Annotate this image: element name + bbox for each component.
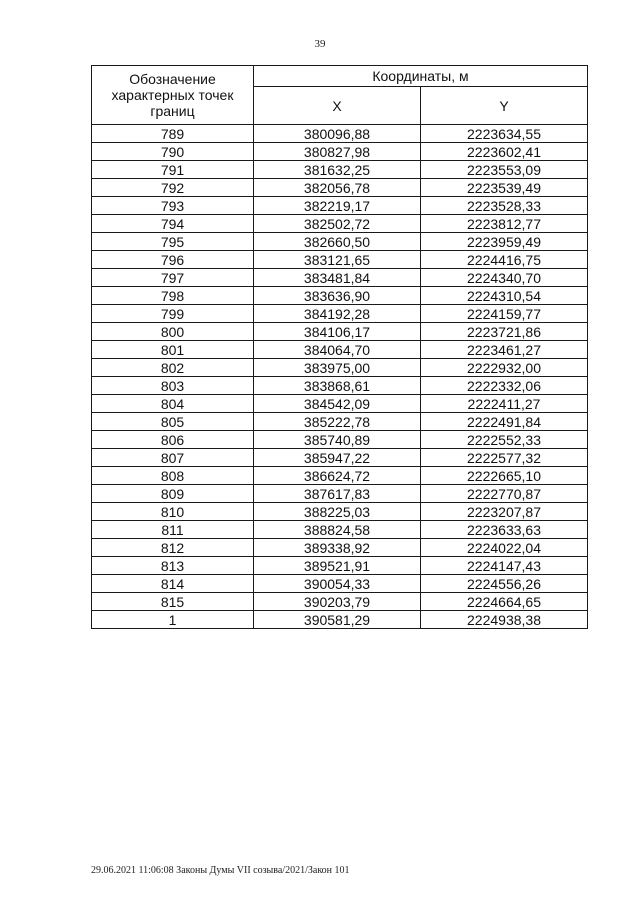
point-number-cell: 795: [92, 233, 254, 251]
point-number-cell: 790: [92, 143, 254, 161]
point-number-cell: 800: [92, 323, 254, 341]
table-row: [92, 197, 588, 215]
x-coordinate-cell: 380096,88: [254, 125, 421, 143]
table-row: [92, 287, 588, 305]
x-header: X: [254, 87, 421, 125]
point-number-cell: 802: [92, 359, 254, 377]
point-number-cell: 798: [92, 287, 254, 305]
y-coordinate-cell: 2223812,77: [421, 215, 588, 233]
table-row: [92, 575, 588, 593]
table-row: [92, 161, 588, 179]
y-header: Y: [421, 87, 588, 125]
y-coordinate-cell: 2224556,26: [421, 575, 588, 593]
x-coordinate-cell: 384192,28: [254, 305, 421, 323]
x-coordinate-cell: 381632,25: [254, 161, 421, 179]
y-coordinate-cell: 2223721,86: [421, 323, 588, 341]
table-row: [92, 143, 588, 161]
y-coordinate-cell: 2222932,00: [421, 359, 588, 377]
x-coordinate-cell: 385740,89: [254, 431, 421, 449]
y-coordinate-cell: 2223207,87: [421, 503, 588, 521]
point-number-cell: 801: [92, 341, 254, 359]
y-coordinate-cell: 2222665,10: [421, 467, 588, 485]
y-coordinate-cell: 2223539,49: [421, 179, 588, 197]
point-number-cell: 812: [92, 539, 254, 557]
table-row: [92, 377, 588, 395]
y-coordinate-cell: 2224159,77: [421, 305, 588, 323]
y-coordinate-cell: 2224147,43: [421, 557, 588, 575]
table-row: [92, 341, 588, 359]
x-coordinate-cell: 382660,50: [254, 233, 421, 251]
x-coordinate-cell: 383636,90: [254, 287, 421, 305]
point-number-cell: 806: [92, 431, 254, 449]
x-coordinate-cell: 385222,78: [254, 413, 421, 431]
y-coordinate-cell: 2224022,04: [421, 539, 588, 557]
table-row: [92, 485, 588, 503]
x-coordinate-cell: 382502,72: [254, 215, 421, 233]
y-coordinate-cell: 2224938,38: [421, 611, 588, 629]
y-coordinate-cell: 2222552,33: [421, 431, 588, 449]
y-coordinate-cell: 2224664,65: [421, 593, 588, 611]
table-row: [92, 449, 588, 467]
point-number-cell: 807: [92, 449, 254, 467]
point-number-cell: 815: [92, 593, 254, 611]
table-row: [92, 593, 588, 611]
x-coordinate-cell: 387617,83: [254, 485, 421, 503]
x-coordinate-cell: 388225,03: [254, 503, 421, 521]
x-coordinate-cell: 384106,17: [254, 323, 421, 341]
y-coordinate-cell: 2223553,09: [421, 161, 588, 179]
coordinates-table: [91, 65, 588, 629]
x-coordinate-cell: 383868,61: [254, 377, 421, 395]
point-number-cell: 813: [92, 557, 254, 575]
point-number-cell: 796: [92, 251, 254, 269]
point-number-cell: 794: [92, 215, 254, 233]
point-number-cell: 791: [92, 161, 254, 179]
point-number-cell: 809: [92, 485, 254, 503]
x-coordinate-cell: 390054,33: [254, 575, 421, 593]
y-coordinate-cell: 2224340,70: [421, 269, 588, 287]
table-body: [92, 125, 588, 629]
y-coordinate-cell: 2222770,87: [421, 485, 588, 503]
x-coordinate-cell: 380827,98: [254, 143, 421, 161]
y-coordinate-cell: 2223634,55: [421, 125, 588, 143]
page-number: 39: [314, 38, 326, 50]
point-number-cell: 804: [92, 395, 254, 413]
x-coordinate-cell: 390581,29: [254, 611, 421, 629]
y-coordinate-cell: 2222332,06: [421, 377, 588, 395]
x-coordinate-cell: 383121,65: [254, 251, 421, 269]
y-coordinate-cell: 2223602,41: [421, 143, 588, 161]
y-coordinate-cell: 2223461,27: [421, 341, 588, 359]
point-number-cell: 799: [92, 305, 254, 323]
table-row: [92, 179, 588, 197]
point-number-cell: 793: [92, 197, 254, 215]
table-row: [92, 269, 588, 287]
x-coordinate-cell: 386624,72: [254, 467, 421, 485]
x-coordinate-cell: 388824,58: [254, 521, 421, 539]
table-row: [92, 431, 588, 449]
x-coordinate-cell: 383481,84: [254, 269, 421, 287]
table-row: [92, 395, 588, 413]
table-row: [92, 125, 588, 143]
x-coordinate-cell: 390203,79: [254, 593, 421, 611]
coordinates-header: Координаты, м: [254, 66, 588, 87]
table-row: [92, 251, 588, 269]
y-coordinate-cell: 2222491,84: [421, 413, 588, 431]
table-row: [92, 521, 588, 539]
table-row: [92, 413, 588, 431]
x-coordinate-cell: 385947,22: [254, 449, 421, 467]
point-number-cell: 811: [92, 521, 254, 539]
point-number-cell: 810: [92, 503, 254, 521]
y-coordinate-cell: 2224416,75: [421, 251, 588, 269]
table-row: [92, 215, 588, 233]
x-coordinate-cell: 382219,17: [254, 197, 421, 215]
table-row: [92, 503, 588, 521]
point-number-cell: 789: [92, 125, 254, 143]
table-row: [92, 557, 588, 575]
point-number-cell: 792: [92, 179, 254, 197]
table-row: [92, 233, 588, 251]
y-coordinate-cell: 2223959,49: [421, 233, 588, 251]
x-coordinate-cell: 389521,91: [254, 557, 421, 575]
y-coordinate-cell: 2223633,63: [421, 521, 588, 539]
point-number-cell: 814: [92, 575, 254, 593]
x-coordinate-cell: 382056,78: [254, 179, 421, 197]
x-coordinate-cell: 384064,70: [254, 341, 421, 359]
point-designation-header: Обозначение характерных точек границ: [92, 66, 254, 125]
point-number-cell: 805: [92, 413, 254, 431]
table-row: [92, 305, 588, 323]
x-coordinate-cell: 389338,92: [254, 539, 421, 557]
y-coordinate-cell: 2222411,27: [421, 395, 588, 413]
point-number-cell: 803: [92, 377, 254, 395]
x-coordinate-cell: 383975,00: [254, 359, 421, 377]
table-row: [92, 467, 588, 485]
point-number-cell: 1: [92, 611, 254, 629]
footer-stamp: 29.06.2021 11:06:08 Законы Думы VII созыва/2021/Закон 101: [91, 865, 350, 876]
y-coordinate-cell: 2223528,33: [421, 197, 588, 215]
point-number-cell: 797: [92, 269, 254, 287]
y-coordinate-cell: 2222577,32: [421, 449, 588, 467]
table-row: [92, 611, 588, 629]
table-row: [92, 323, 588, 341]
table-row: [92, 539, 588, 557]
y-coordinate-cell: 2224310,54: [421, 287, 588, 305]
x-coordinate-cell: 384542,09: [254, 395, 421, 413]
table-row: [92, 359, 588, 377]
point-number-cell: 808: [92, 467, 254, 485]
